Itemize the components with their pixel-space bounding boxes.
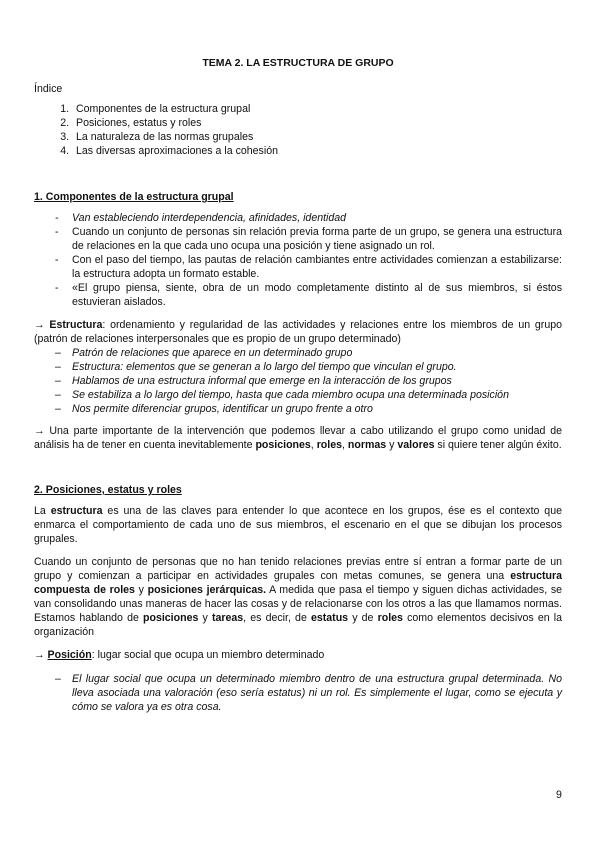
closing-sep: ,: [310, 439, 317, 451]
document-page: [34, 56, 562, 723]
estructura-bullets: [34, 346, 562, 416]
closing-term-posiciones: posiciones: [255, 439, 311, 451]
section-2-paragraph-2: [34, 555, 562, 639]
list-item: – Nos permite diferenciar grupos, identificar un grupo frente a otro: [34, 402, 562, 416]
index-item: 4. Las diversas aproximaciones a la cohesión: [72, 144, 562, 158]
section-1-closing: [34, 424, 562, 452]
list-item: – Hablamos de una estructura informal que emerge en la interacción de los grupos: [34, 374, 562, 388]
text: , es decir, de: [243, 612, 311, 624]
list-item: - Cuando un conjunto de personas sin relación previa forma parte de un grupo, se genera una estructura de relaciones en la que cada uno ocupa una posición y tiene asignado un rol.: [34, 225, 562, 253]
text: como elementos decisivos en la organización: [34, 612, 563, 638]
closing-term-normas: normas: [347, 439, 387, 451]
text: es una de las claves para entender lo que acontece en los grupos, ése es el contexto que enmarca el comportamiento de cada uno de sus miembros, el escenario en el que se dibujan los procesos grupales.: [34, 505, 562, 545]
section-2-heading: 2. Posiciones, estatus y roles: [34, 484, 182, 496]
index-item: 1. Componentes de la estructura grupal: [72, 102, 562, 116]
term: posiciones: [143, 612, 199, 624]
section-1-bullets: [34, 211, 562, 309]
closing-sep: y: [386, 439, 398, 451]
list-item: – El lugar social que ocupa un determinado miembro dentro de una estructura grupal determinada. No lleva asociada una valoración (eso sería estatus) ni un rol. Es simplemente el lugar, como se ejecuta y cómo se valora ya es otra cosa.: [34, 672, 562, 714]
text: A medida que pasa el tiempo y siguen dichas actividades, se van consolidando unas maneras de hacer las cosas y de relacionarse con los otros a las que llamamos normas. Estamos hablando de: [34, 584, 563, 624]
arrow-icon: →: [34, 319, 45, 331]
section-1-heading: 1. Componentes de la estructura grupal: [34, 191, 234, 203]
document-title: TEMA 2. LA ESTRUCTURA DE GRUPO: [202, 57, 394, 69]
index-label: Índice: [34, 83, 63, 95]
list-item: – Se estabiliza a lo largo del tiempo, hasta que cada miembro ocupa una determinada posición: [34, 388, 562, 402]
posicion-bullets: [34, 672, 562, 714]
closing-text: si quiere tener algún éxito.: [434, 439, 562, 451]
section-gap: [34, 461, 562, 483]
closing-term-valores: valores: [397, 439, 435, 451]
text: y de: [348, 612, 378, 624]
text: y: [198, 612, 212, 624]
list-item: – Estructura: elementos que se generan a lo largo del tiempo que vinculan el grupo.: [34, 360, 562, 374]
term: posiciones jerárquicas.: [147, 584, 267, 596]
section-2-paragraph-1: [34, 504, 562, 546]
closing-sep: ,: [342, 439, 348, 451]
arrow-icon: →: [34, 649, 48, 661]
term: tareas: [211, 612, 244, 624]
closing-text: → Una parte importante de la intervención que podemos llevar a cabo utilizando el grupo como unidad de análisis ha de tener en cuenta inevitablemente: [34, 425, 562, 451]
estructura-def-text: : ordenamiento y regularidad de las actividades y relaciones entre los miembros de un grupo (patrón de relaciones interpersonales que es propio de un grupo determinado): [34, 319, 562, 345]
index-item: 2. Posiciones, estatus y roles: [72, 116, 562, 130]
list-item: - Con el paso del tiempo, las pautas de relación cambiantes entre actividades comienzan a estabilizarse: la estructura adopta un formato estable.: [34, 253, 562, 281]
term: roles: [377, 612, 403, 624]
list-item: – Patrón de relaciones que aparece en un determinado grupo: [34, 346, 562, 360]
term: estructura compuesta de roles: [34, 570, 562, 596]
estructura-term: Estructura: [49, 319, 103, 331]
posicion-term: Posición: [47, 649, 92, 661]
posicion-def-text: : lugar social que ocupa un miembro determinado: [91, 649, 325, 661]
list-item: - Van estableciendo interdependencia, afinidades, identidad: [34, 211, 562, 225]
closing-term-roles: roles: [316, 439, 343, 451]
text: La: [34, 505, 51, 517]
index-item: 3. La naturaleza de las normas grupales: [72, 130, 562, 144]
text: Cuando un conjunto de personas que no han tenido relaciones previas entre sí entran a formar parte de un grupo y comienzan a participar en actividades grupales con metas comunes, se genera una: [34, 556, 562, 582]
index-list: [34, 102, 562, 158]
page-number: 9: [556, 789, 562, 801]
posicion-definition: [34, 648, 562, 662]
list-item: - «El grupo piensa, siente, obra de un modo completamente distinto al de sus miembros, si éstos estuvieran aislados.: [34, 281, 562, 309]
estructura-definition: [34, 318, 562, 346]
text: y: [134, 584, 148, 596]
term-estructura: estructura: [50, 505, 103, 517]
term: estatus: [310, 612, 349, 624]
